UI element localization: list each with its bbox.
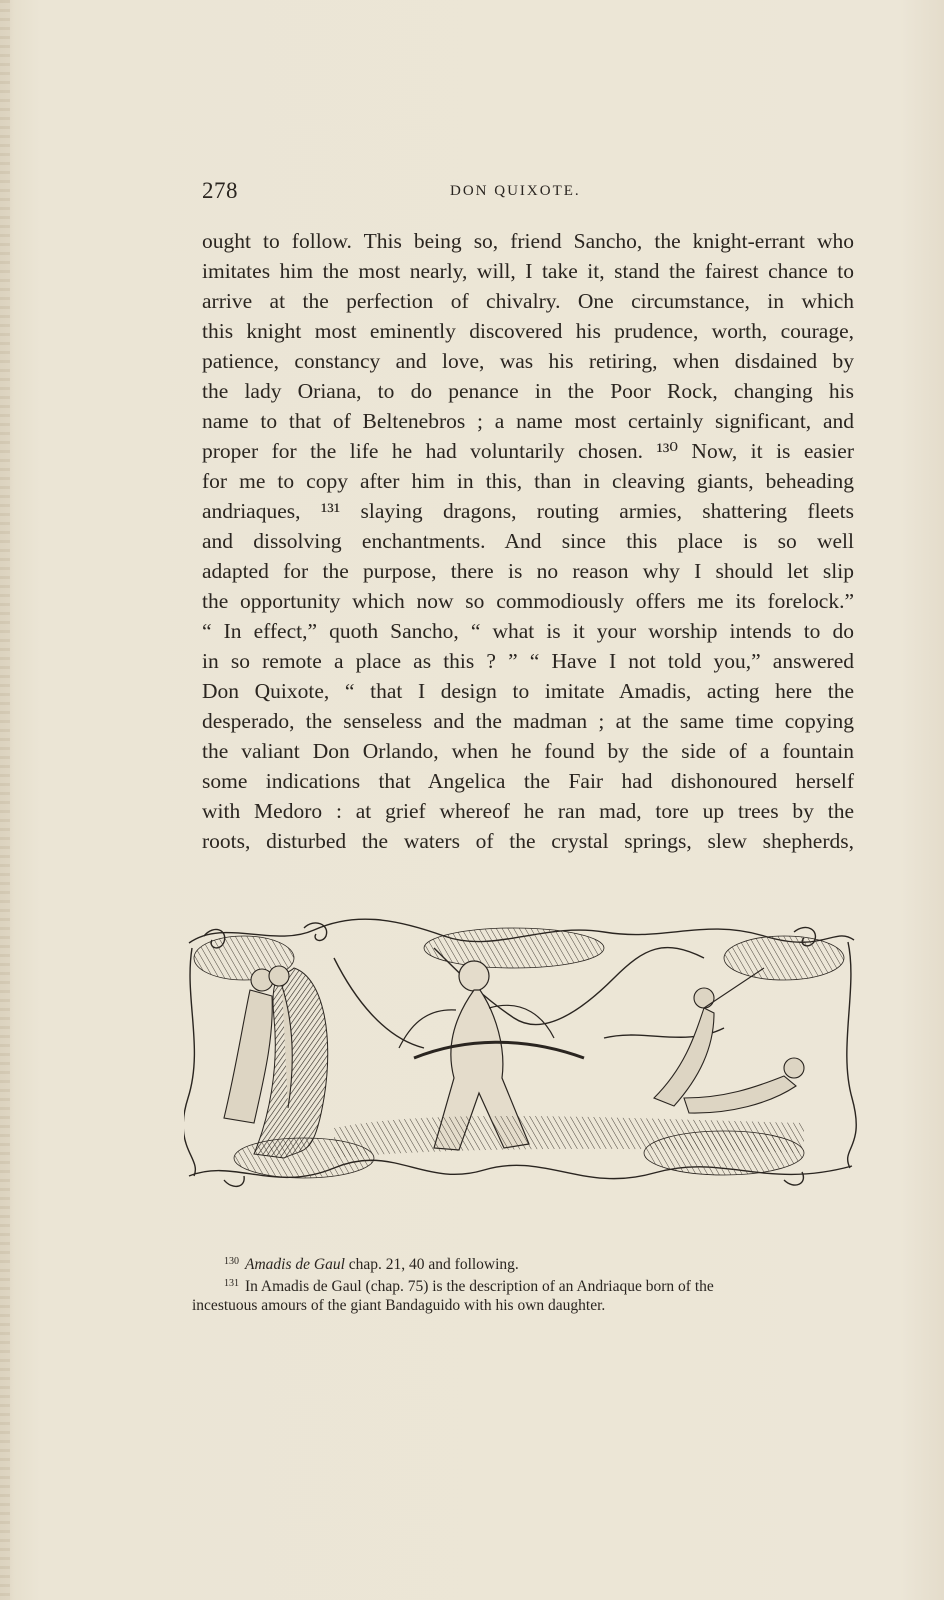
footnote-marker: 131 xyxy=(224,1278,239,1289)
text-line: with Medoro : at grief whereof he ran mad, tore up trees by the xyxy=(202,799,854,823)
text-line: in so remote a place as this ? ” “ Have I not told you,” answered xyxy=(202,649,854,673)
page-edge xyxy=(0,0,10,1600)
text-line: andriaques, ¹³¹ slaying dragons, routing armies, shattering fleets xyxy=(202,499,854,523)
text-line: adapted for the purpose, there is no reason why I should let slip xyxy=(202,559,854,583)
text-line: some indications that Angelica the Fair had dishonoured herself xyxy=(202,769,854,793)
text-line: and dissolving enchantments. And since this place is so well xyxy=(202,529,854,553)
text-line: patience, constancy and love, was his retiring, when disdained by xyxy=(202,349,854,373)
text-line: the lady Oriana, to do penance in the Poor Rock, changing his xyxy=(202,379,854,403)
page-number: 278 xyxy=(202,178,238,203)
figures-right xyxy=(654,968,804,1113)
text-line: desperado, the senseless and the madman ; at the same time copying xyxy=(202,709,854,733)
text-line: imitates him the most nearly, will, I take it, stand the fairest chance to xyxy=(202,259,854,283)
text-line: ought to follow. This being so, friend Sancho, the knight-errant who xyxy=(202,229,854,253)
text-line: for me to copy after him in this, than in cleaving giants, beheading xyxy=(202,469,854,493)
footnotes xyxy=(192,1252,846,1315)
footnote-title: Amadis de Gaul xyxy=(245,1256,345,1273)
footnote-continuation: incestuous amours of the giant Bandaguido with his own daughter. xyxy=(192,1297,606,1314)
running-head: DON QUIXOTE. xyxy=(450,183,581,199)
text-line: this knight most eminently discovered his prudence, worth, courage, xyxy=(202,319,854,343)
footnote-marker: 130 xyxy=(224,1256,239,1267)
text-line: “ In effect,” quoth Sancho, “ what is it your worship intends to do xyxy=(202,619,854,643)
text-line: the valiant Don Orlando, when he found by the side of a fountain xyxy=(202,739,854,763)
text-line: roots, disturbed the waters of the crystal springs, slew shepherds, xyxy=(202,829,854,853)
footnote-text: chap. 21, 40 and following. xyxy=(344,1256,519,1273)
text-line: proper for the life he had voluntarily chosen. ¹³⁰ Now, it is easier xyxy=(202,439,854,463)
footnote-text: In Amadis de Gaul (chap. 75) is the description of an Andriaque born of the xyxy=(245,1278,714,1295)
footnote-130 xyxy=(192,1252,846,1274)
text-line: Don Quixote, “ that I design to imitate Amadis, acting here the xyxy=(202,679,854,703)
page-header xyxy=(202,178,838,208)
text-line: arrive at the perfection of chivalry. One circumstance, in which xyxy=(202,289,854,313)
text-line: name to that of Beltenebros ; a name most certainly significant, and xyxy=(202,409,854,433)
text-line: the opportunity which now so commodiously offers me its forelock.” xyxy=(202,589,854,613)
engraved-illustration xyxy=(184,918,858,1208)
body-text xyxy=(202,226,854,856)
footnote-131 xyxy=(192,1274,846,1296)
